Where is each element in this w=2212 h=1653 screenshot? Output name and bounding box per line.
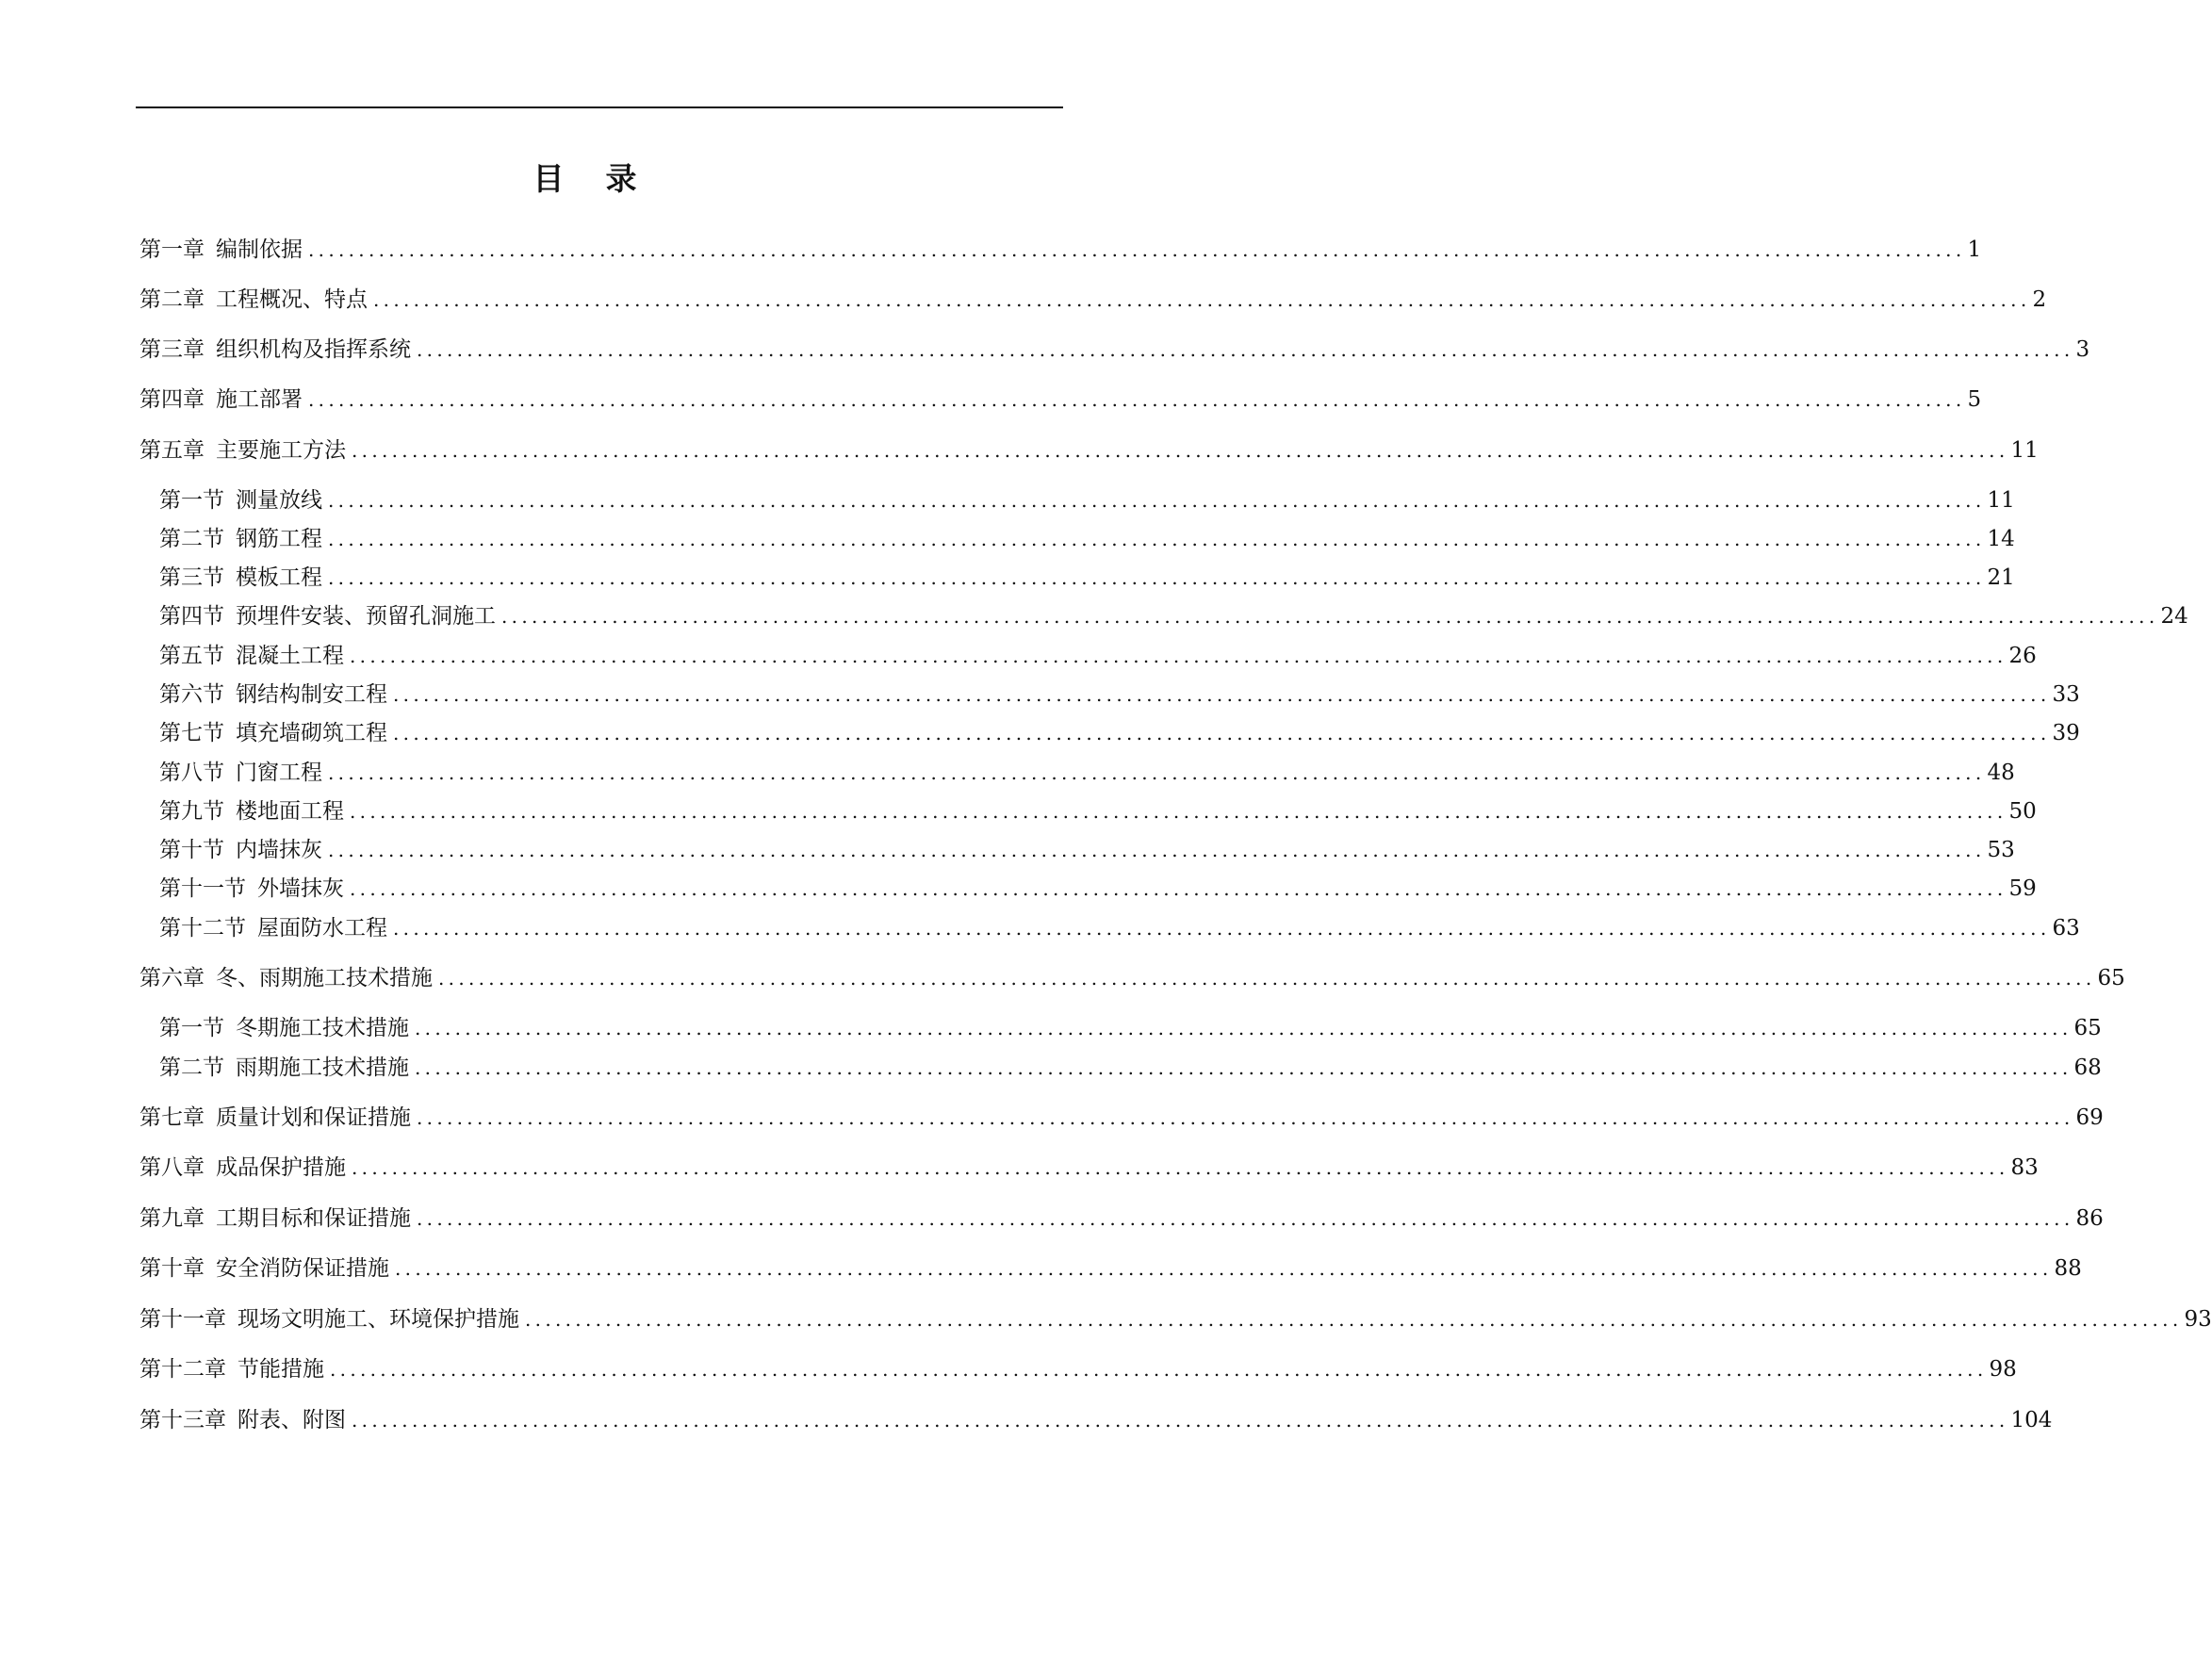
toc-entry-title: 混凝土工程 — [236, 644, 344, 668]
toc-entry-label: 第九节 — [159, 799, 224, 824]
toc-entry-section-5-1[interactable] — [159, 484, 2015, 516]
toc-entry-page: 11 — [2010, 438, 2039, 463]
toc-dot-leader: ..................................................................................................................................................................... — [415, 1056, 2073, 1079]
toc-dot-leader: ..................................................................................................................................................................... — [328, 528, 1986, 550]
toc-dot-leader: ..................................................................................................................................................................... — [373, 288, 2031, 311]
toc-dot-leader: ..................................................................................................................................................................... — [328, 839, 1986, 861]
toc-dot-leader: ..................................................................................................................................................................... — [395, 1257, 2053, 1280]
toc-entry-label: 第二章 — [139, 287, 205, 312]
toc-entry-label: 第一章 — [139, 237, 205, 262]
toc-entry-page: 21 — [1987, 565, 2015, 590]
toc-entry-title: 内墙抹灰 — [236, 838, 322, 862]
toc-entry-label: 第二节 — [159, 1056, 224, 1080]
toc-entry-page: 2 — [2032, 287, 2047, 312]
toc-entry-page: 48 — [1987, 761, 2015, 785]
toc-dot-leader: ..................................................................................................................................................................... — [393, 683, 2051, 706]
toc-dot-leader: ..................................................................................................................................................................... — [501, 605, 2159, 628]
toc-entry-label: 第三节 — [159, 565, 224, 590]
toc-entry-title: 工期目标和保证措施 — [216, 1206, 411, 1231]
toc-entry-title: 工程概况、特点 — [216, 287, 368, 312]
toc-entry-title: 冬期施工技术措施 — [236, 1016, 409, 1040]
toc-entry-page: 3 — [2075, 337, 2090, 362]
toc-entry-section-5-9[interactable] — [159, 795, 2037, 827]
toc-dot-leader: ..................................................................................................................................................................... — [438, 967, 2096, 990]
toc-entry-label: 第二节 — [159, 527, 224, 551]
toc-dot-leader: ..................................................................................................................................................................... — [328, 566, 1986, 589]
toc-entry-title: 成品保护措施 — [216, 1155, 346, 1180]
toc-dot-leader: ..................................................................................................................................................................... — [417, 1207, 2074, 1230]
toc-entry-chapter-7[interactable] — [139, 1102, 2104, 1134]
toc-dot-leader: ..................................................................................................................................................................... — [393, 917, 2051, 940]
toc-entry-label: 第九章 — [139, 1206, 205, 1231]
toc-entry-page: 14 — [1987, 527, 2015, 551]
toc-entry-page: 53 — [1987, 838, 2015, 862]
toc-entry-label: 第八节 — [159, 761, 224, 785]
toc-dot-leader: ..................................................................................................................................................................... — [417, 338, 2074, 361]
toc-entry-page: 65 — [2097, 966, 2125, 990]
toc-dot-leader: ..................................................................................................................................................................... — [352, 1409, 2009, 1432]
toc-entry-title: 主要施工方法 — [216, 438, 346, 463]
toc-entry-title: 雨期施工技术措施 — [236, 1056, 409, 1080]
toc-entry-chapter-12[interactable] — [139, 1353, 2017, 1385]
toc-entry-label: 第八章 — [139, 1155, 205, 1180]
toc-entry-section-6-2[interactable] — [159, 1052, 2102, 1084]
toc-entry-section-6-1[interactable] — [159, 1012, 2102, 1044]
toc-entry-title: 钢结构制安工程 — [236, 682, 387, 707]
toc-entry-title: 模板工程 — [236, 565, 322, 590]
toc-entry-page: 50 — [2008, 799, 2037, 824]
toc-entry-section-5-5[interactable] — [159, 640, 2037, 672]
toc-entry-title: 安全消防保证措施 — [216, 1256, 389, 1281]
toc-entry-label: 第十三章 — [139, 1408, 226, 1432]
toc-title: 目录 — [533, 160, 679, 197]
toc-entry-section-5-12[interactable] — [159, 912, 2080, 944]
toc-dot-leader: ..................................................................................................................................................................... — [328, 761, 1986, 784]
toc-entry-chapter-5[interactable] — [139, 434, 2039, 466]
toc-entry-chapter-1[interactable] — [139, 234, 1982, 266]
toc-entry-page: 83 — [2010, 1155, 2039, 1180]
toc-entry-chapter-3[interactable] — [139, 334, 2090, 366]
toc-entry-label: 第十章 — [139, 1256, 205, 1281]
toc-entry-title: 屋面防水工程 — [257, 916, 387, 941]
toc-dot-leader: ..................................................................................................................................................................... — [352, 439, 2009, 462]
toc-entry-page: 93 — [2184, 1307, 2212, 1332]
toc-entry-label: 第十二章 — [139, 1357, 226, 1382]
toc-entry-chapter-10[interactable] — [139, 1252, 2082, 1285]
toc-entry-label: 第四章 — [139, 387, 205, 412]
toc-dot-leader: ..................................................................................................................................................................... — [393, 722, 2051, 745]
toc-dot-leader: ..................................................................................................................................................................... — [328, 489, 1986, 512]
toc-entry-title: 预埋件安装、预留孔洞施工 — [236, 604, 496, 629]
toc-entry-page: 68 — [2073, 1056, 2102, 1080]
toc-dot-leader: ..................................................................................................................................................................... — [308, 388, 1966, 411]
toc-entry-label: 第十一章 — [139, 1307, 226, 1332]
toc-dot-leader: ..................................................................................................................................................................... — [350, 877, 2007, 900]
toc-entry-label: 第七节 — [159, 721, 224, 745]
toc-entry-page: 11 — [1987, 488, 2015, 513]
toc-entry-label: 第十二节 — [159, 916, 246, 941]
toc-entry-page: 65 — [2073, 1016, 2102, 1040]
toc-entry-title: 填充墙砌筑工程 — [236, 721, 387, 745]
toc-entry-label: 第一节 — [159, 1016, 224, 1040]
toc-entry-section-5-6[interactable] — [159, 679, 2080, 711]
toc-entry-title: 组织机构及指挥系统 — [216, 337, 411, 362]
toc-entry-title: 编制依据 — [216, 237, 303, 262]
toc-entry-label: 第十节 — [159, 838, 224, 862]
toc-entry-label: 第五章 — [139, 438, 205, 463]
toc-entry-label: 第六节 — [159, 682, 224, 707]
toc-entry-title: 楼地面工程 — [236, 799, 344, 824]
toc-entry-label: 第四节 — [159, 604, 224, 629]
toc-entry-label: 第十一节 — [159, 876, 246, 901]
toc-dot-leader: ..................................................................................................................................................................... — [350, 800, 2007, 823]
toc-entry-page: 5 — [1967, 387, 1982, 412]
toc-entry-title: 钢筋工程 — [236, 527, 322, 551]
toc-entry-section-5-7[interactable] — [159, 717, 2080, 749]
toc-entry-chapter-6[interactable] — [139, 962, 2125, 994]
toc-entry-page: 59 — [2008, 876, 2037, 901]
toc-entry-title: 测量放线 — [236, 488, 322, 513]
toc-entry-label: 第五节 — [159, 644, 224, 668]
toc-entry-section-5-8[interactable] — [159, 757, 2015, 789]
toc-entry-section-5-10[interactable] — [159, 834, 2015, 866]
toc-entry-title: 冬、雨期施工技术措施 — [216, 966, 433, 990]
toc-entry-page: 98 — [1989, 1357, 2017, 1382]
toc-entry-page: 63 — [2052, 916, 2080, 941]
toc-dot-leader: ..................................................................................................................................................................... — [352, 1156, 2009, 1179]
toc-entry-title: 门窗工程 — [236, 761, 322, 785]
toc-entry-page: 69 — [2075, 1105, 2104, 1130]
toc-entry-page: 39 — [2052, 721, 2080, 745]
toc-entry-page: 88 — [2054, 1256, 2082, 1281]
toc-entry-label: 第六章 — [139, 966, 205, 990]
toc-entry-title: 现场文明施工、环境保护措施 — [238, 1307, 519, 1332]
toc-entry-page: 86 — [2075, 1206, 2104, 1231]
toc-entry-page: 26 — [2008, 644, 2037, 668]
toc-entry-chapter-9[interactable] — [139, 1203, 2104, 1235]
toc-entry-page: 33 — [2052, 682, 2080, 707]
toc-entry-section-5-2[interactable] — [159, 523, 2015, 555]
toc-entry-label: 第一节 — [159, 488, 224, 513]
toc-entry-page: 104 — [2010, 1408, 2053, 1432]
toc-entry-chapter-8[interactable] — [139, 1152, 2039, 1184]
toc-entry-chapter-2[interactable] — [139, 284, 2047, 316]
toc-entry-label: 第七章 — [139, 1105, 205, 1130]
toc-entry-title: 附表、附图 — [238, 1408, 346, 1432]
toc-entry-section-5-11[interactable] — [159, 873, 2037, 905]
toc-entry-title: 外墙抹灰 — [257, 876, 344, 901]
toc-entry-page: 24 — [2160, 604, 2188, 629]
toc-entry-page: 1 — [1967, 237, 1982, 262]
toc-dot-leader: ..................................................................................................................................................................... — [525, 1308, 2183, 1331]
toc-dot-leader: ..................................................................................................................................................................... — [330, 1358, 1988, 1381]
toc-dot-leader: ..................................................................................................................................................................... — [415, 1017, 2073, 1039]
toc-entry-title: 节能措施 — [238, 1357, 324, 1382]
toc-dot-leader: ..................................................................................................................................................................... — [308, 238, 1966, 261]
toc-dot-leader: ..................................................................................................................................................................... — [417, 1106, 2074, 1129]
toc-entry-label: 第三章 — [139, 337, 205, 362]
toc-entry-chapter-13[interactable] — [139, 1404, 2053, 1436]
toc-entry-title: 施工部署 — [216, 387, 303, 412]
toc-entry-title: 质量计划和保证措施 — [216, 1105, 411, 1130]
toc-entry-chapter-11[interactable] — [139, 1303, 2212, 1335]
toc-entry-section-5-3[interactable] — [159, 562, 2015, 594]
toc-entry-chapter-4[interactable] — [139, 384, 1982, 416]
toc-dot-leader: ..................................................................................................................................................................... — [350, 645, 2007, 667]
toc-entry-section-5-4[interactable] — [159, 600, 2188, 632]
